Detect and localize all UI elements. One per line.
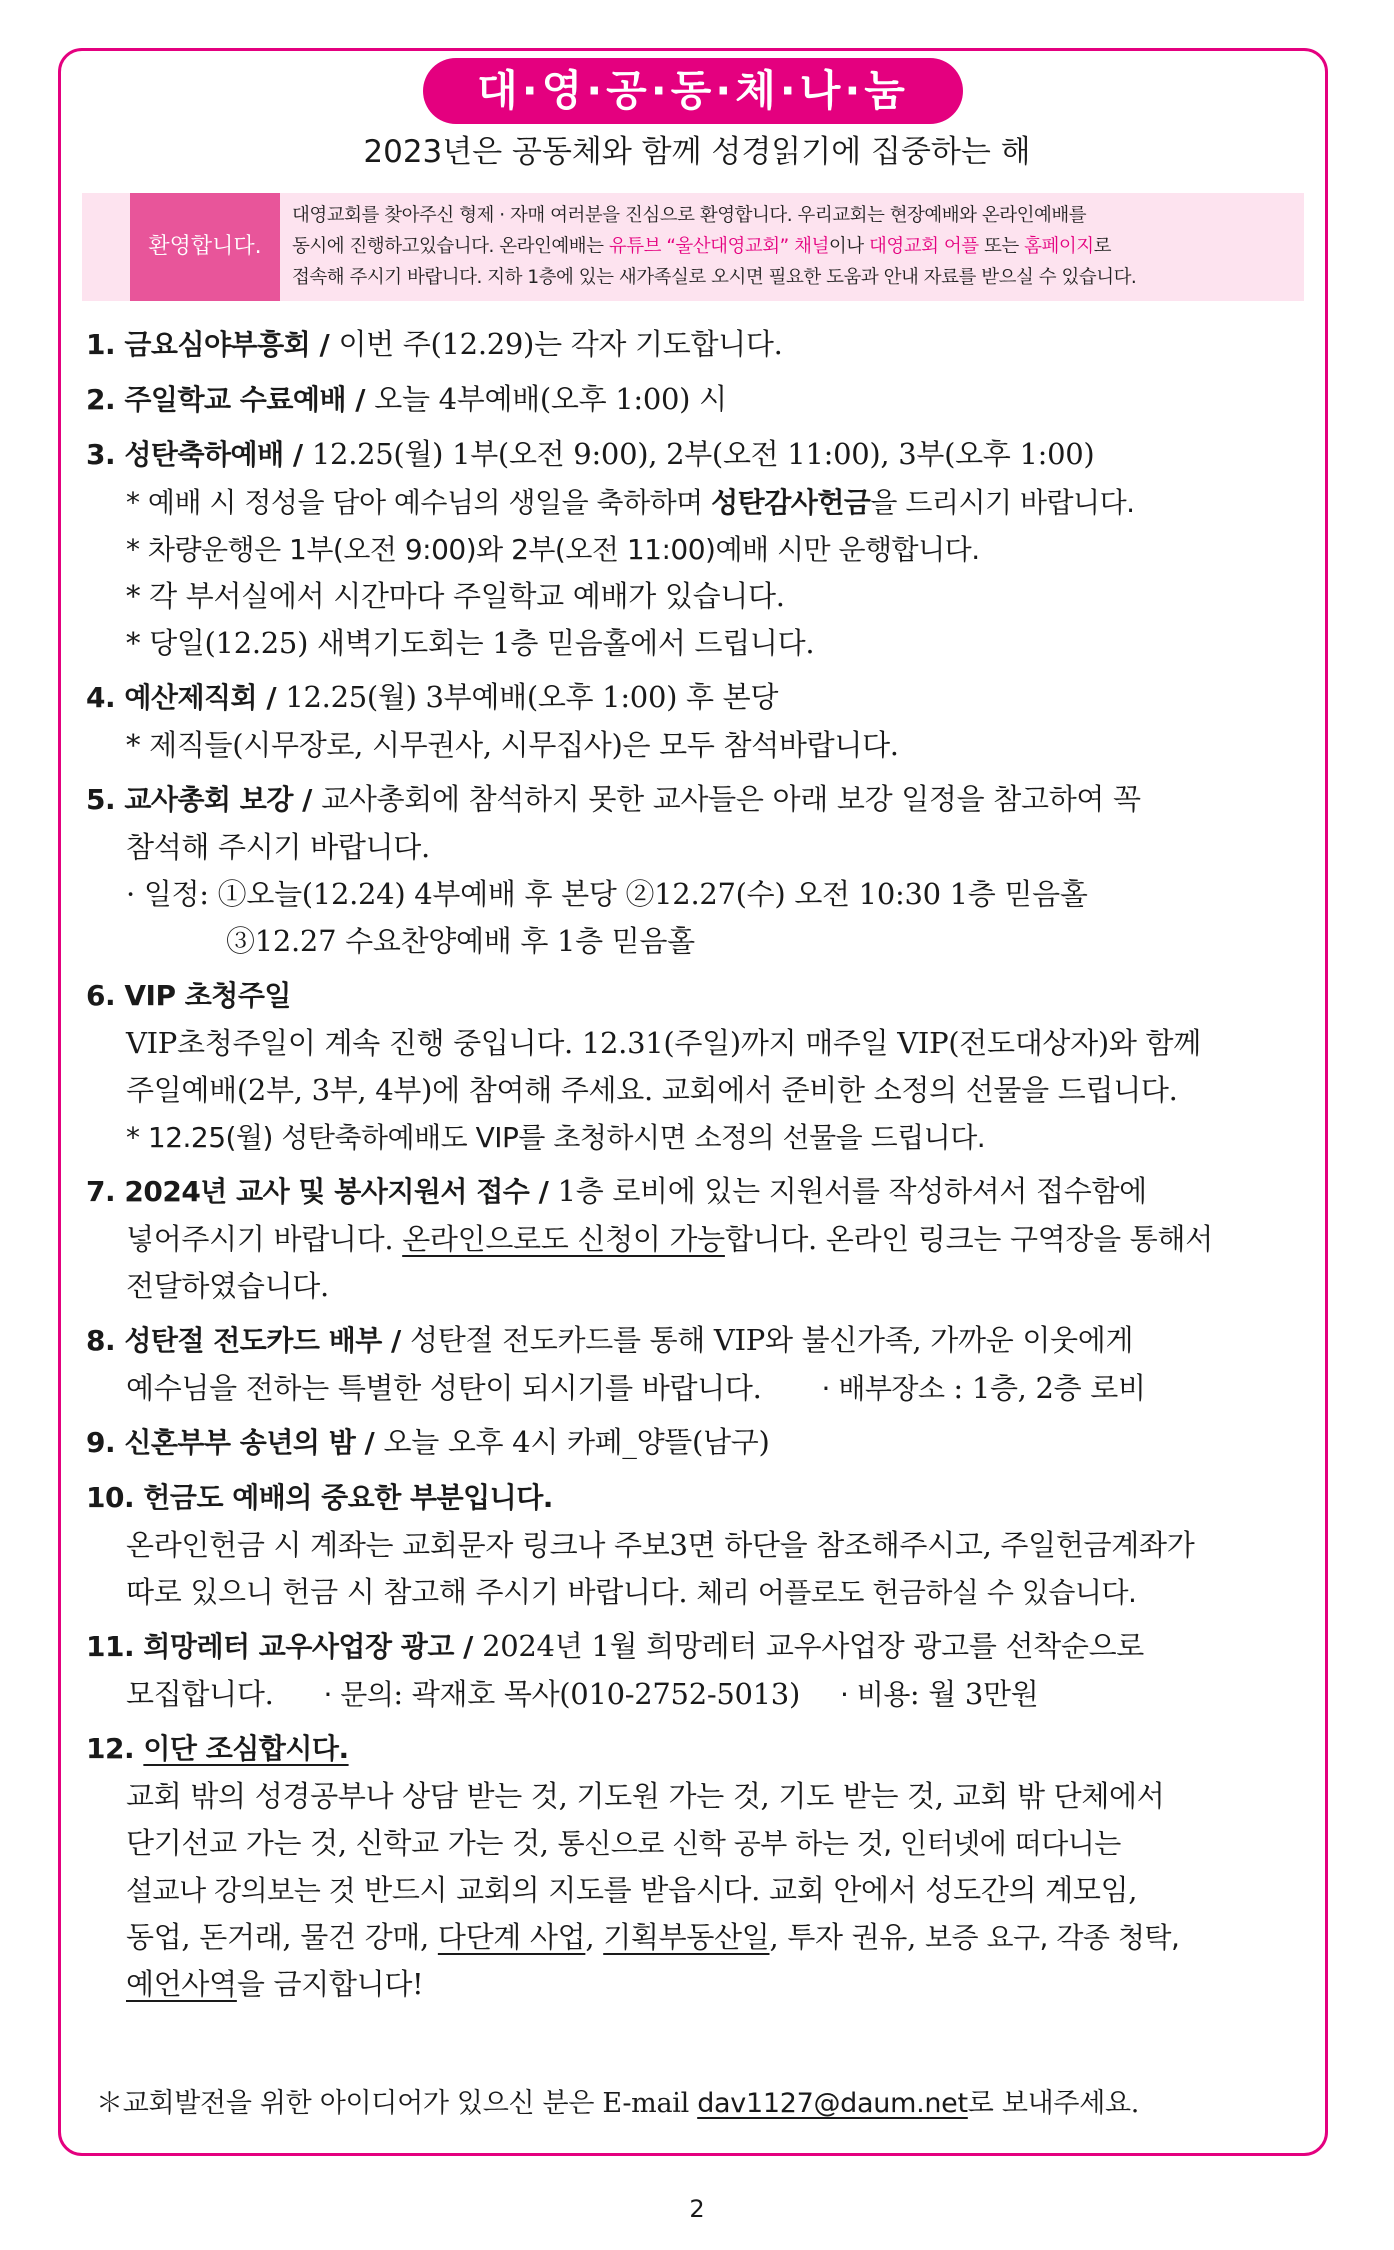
homepage-text: 홈페이지 (1024, 236, 1094, 257)
item-text: 동업, 돈거래, 물건 강매, (126, 1920, 438, 1954)
item-6 (86, 971, 1316, 1020)
separator: / (381, 1324, 411, 1357)
welcome-line-3: 접속해 주시기 바랍니다. 지하 1층에 있는 새가족실로 오시면 필요한 도움과 안내 자료를 받으실 수 있습니다. (292, 267, 1137, 288)
separator: / (355, 1426, 384, 1459)
distribution-place-value: : 1층, 2층 로비 (944, 1371, 1146, 1405)
welcome-line-2 (292, 231, 1298, 262)
item-heading: 8. 성탄절 전도카드 배부 (86, 1324, 382, 1357)
item-body: 1층 로비에 있는 지원서를 작성하셔서 접수함에 (557, 1174, 1147, 1208)
item-8 (86, 1316, 1316, 1365)
item-2 (86, 375, 1316, 424)
item-heading: 7. 2024년 교사 및 봉사지원서 접수 (86, 1175, 530, 1208)
item-text: 을 금지합니다! (236, 1967, 424, 2001)
welcome-label: 환영합니다. (130, 193, 280, 301)
item-9 (86, 1418, 1316, 1467)
item-text: 단기선교 가는 것, 신학교 가는 것, (126, 1826, 558, 1860)
cherry-app-text: 체리 어플로도 헌금하실 수 있습니다. (696, 1576, 1137, 1609)
item-12-line-2 (86, 1820, 1316, 1867)
welcome-text-part: 또는 (978, 236, 1025, 257)
item-text: 모집합니다. (126, 1677, 274, 1711)
item-6-line-3: * 12.25(월) 성탄축하예배도 VIP를 초청하시면 소정의 선물을 드립니다. (126, 1121, 986, 1154)
item-5-body-2: 참석해 주시기 바랍니다. (126, 830, 430, 864)
item-heading: 11. 희망레터 교우사업장 광고 (86, 1630, 454, 1663)
emphasis-text: 설교나 강의보는 것 (126, 1874, 356, 1907)
item-heading: 9. 신혼부부 송년의 밤 (86, 1426, 356, 1459)
item-10-line-2 (86, 1569, 1316, 1616)
multilevel-business-text: 다단계 사업 (437, 1920, 586, 1954)
item-text: , 투자 권유, (769, 1920, 925, 1954)
item-heading: 10. 헌금도 예배의 중요한 부분입니다. (86, 1481, 553, 1514)
online-application-text: 온라인으로도 신청이 가능 (402, 1222, 725, 1256)
welcome-text-part: 동시에 진행하고있습니다. 온라인예배는 (292, 236, 609, 257)
separator: / (529, 1175, 558, 1208)
item-1 (86, 320, 1316, 369)
footer-note (96, 2082, 1316, 2126)
item-4-note-1: * 제직들(시무장로, 시무권사, 시무집사)은 모두 참석바랍니다. (126, 728, 899, 762)
item-10-line-1: 온라인헌금 시 계좌는 교회문자 링크나 주보3면 하단을 참조해주시고, 주일헌금계좌가 (126, 1528, 1195, 1562)
item-heading: 1. 금요심야부흥회 (86, 328, 311, 361)
separator: / (346, 383, 375, 416)
announcement-list (86, 320, 1316, 2008)
distribution-place-label: · 배부장소 (821, 1372, 945, 1405)
note-text: * 예배 시 정성을 담아 예수님의 생일을 축하하며 (126, 486, 712, 519)
item-5 (86, 775, 1316, 824)
item-text: , (585, 1920, 604, 1954)
youtube-channel-text: 유튜브 “울산대영교회” 채널 (608, 236, 829, 257)
prophecy-ministry-text: 예언사역 (126, 1967, 237, 2001)
item-5-schedule-2: ③12.27 수요찬양예배 후 1층 믿음홀 (226, 924, 695, 958)
item-6-line-2: 주일예배(2부, 3부, 4부)에 참여해 주세요. 교회에서 준비한 소정의 선물을 드립니다. (126, 1073, 1178, 1107)
thanksgiving-offering-text: 성탄감사헌금 (711, 486, 871, 519)
welcome-box (82, 193, 1304, 301)
footer-text: 로 보내주세요. (967, 2088, 1140, 2119)
item-11 (86, 1622, 1316, 1671)
item-7-line-2 (86, 1216, 1316, 1263)
welcome-text-part: 로 (1093, 236, 1111, 257)
item-text: 따로 있으니 헌금 시 참고해 주시기 바랍니다. (126, 1575, 697, 1609)
real-estate-text: 기획부동산일 (603, 1920, 770, 1954)
item-7 (86, 1167, 1316, 1216)
item-body: 오늘 오후 4시 카페_양뜰(남구) (383, 1425, 770, 1459)
item-4 (86, 673, 1316, 722)
separator: / (283, 438, 312, 471)
separator: / (453, 1630, 483, 1663)
item-heading: 2. 주일학교 수료예배 (86, 383, 347, 416)
item-body: 교사총회에 참석하지 못한 교사들은 아래 보강 일정을 참고하여 꼭 (321, 782, 1141, 816)
item-8-line-2 (86, 1365, 1316, 1412)
item-number: 12. (86, 1732, 144, 1765)
item-5-schedule-1: · 일정: ①오늘(12.24) 4부예배 후 본당 ②12.27(수) 오전 10:30 1층 믿음홀 (126, 877, 1088, 911)
page-title: 대·영·공·동·체·나·눔 (423, 58, 963, 124)
item-3-note-4: * 당일(12.25) 새벽기도회는 1층 믿음홀에서 드립니다. (126, 626, 815, 660)
page-number: 2 (689, 2195, 705, 2223)
inquiry-value: : 곽재호 목사(010-2752-5013) (393, 1677, 800, 1711)
cost-label: · 비용 (839, 1678, 910, 1711)
item-3 (86, 430, 1316, 479)
emphasis-text: 보증 요구, 각종 청탁, (924, 1921, 1180, 1954)
item-12-line-4 (86, 1914, 1316, 1961)
item-body: 12.25(월) 1부(오전 9:00), 2부(오전 11:00), 3부(오후 1:00) (311, 437, 1095, 471)
note-text: 을 드리시기 바랍니다. (870, 486, 1135, 519)
item-body: 2024년 1월 희망레터 교우사업장 광고를 선착순으로 (482, 1629, 1145, 1663)
separator: / (310, 328, 339, 361)
welcome-text (292, 200, 1298, 293)
item-heading: 3. 성탄축하예배 (86, 438, 284, 471)
welcome-text-part: 이나 (828, 236, 869, 257)
item-6-line-1: VIP초청주일이 계속 진행 중입니다. 12.31(주일)까지 매주일 VIP(전도대상자)와 함께 (126, 1026, 1201, 1060)
inquiry-label: · 문의 (323, 1678, 394, 1711)
item-11-line-2 (86, 1671, 1316, 1718)
item-10 (86, 1473, 1316, 1522)
separator: / (257, 681, 286, 714)
item-heading: 이단 조심합시다. (143, 1732, 349, 1765)
item-text: 반드시 교회의 지도를 받읍시다. 교회 안에서 성도간의 계모임, (355, 1873, 1138, 1907)
separator: / (292, 783, 322, 816)
item-body: 이번 주(12.29)는 각자 기도합니다. (338, 327, 783, 361)
footer-text: ＊교회발전을 위한 아이디어가 있으신 분은 E-mail (96, 2088, 698, 2119)
item-3-note-2: * 차량운행은 1부(오전 9:00)와 2부(오전 11:00)예배 시만 운행합니다. (126, 533, 980, 566)
item-text: 넣어주시기 바랍니다. (126, 1222, 403, 1256)
app-text: 대영교회 어플 (868, 236, 979, 257)
item-text: 합니다. 온라인 링크는 구역장을 통해서 (724, 1222, 1213, 1256)
page-subtitle: 2023년은 공동체와 함께 성경읽기에 집중하는 해 (363, 134, 1031, 170)
item-7-line-3: 전달하였습니다. (126, 1269, 329, 1303)
item-12-line-1: 교회 밖의 성경공부나 상담 받는 것, 기도원 가는 것, 기도 받는 것, 교회 밖 단체에서 (126, 1779, 1165, 1813)
item-heading: 4. 예산제직회 (86, 681, 258, 714)
item-3-note-3: * 각 부서실에서 시간마다 주일학교 예배가 있습니다. (126, 579, 785, 613)
item-12-line-5 (86, 1961, 1316, 2008)
item-body: 오늘 4부예배(오후 1:00) 시 (374, 382, 727, 416)
item-3-note-1 (86, 479, 1316, 526)
item-12 (86, 1724, 1316, 1773)
emphasis-text: 통신으로 신학 공부 하는 것, 인터넷에 떠다니는 (557, 1827, 1121, 1860)
item-heading: 5. 교사총회 보강 (86, 783, 293, 816)
cost-value: : 월 3만원 (909, 1677, 1039, 1711)
item-body: 12.25(월) 3부예배(오후 1:00) 후 본당 (285, 680, 779, 714)
welcome-line-1: 대영교회를 찾아주신 형제 · 자매 여러분을 진심으로 환영합니다. 우리교회는 현장예배와 온라인예배를 (292, 205, 1087, 226)
email-link[interactable]: dav1127@daum.net (697, 2088, 968, 2119)
item-heading: 6. VIP 초청주일 (86, 979, 291, 1012)
item-text: 예수님을 전하는 특별한 성탄이 되시기를 바랍니다. (126, 1371, 762, 1405)
item-body: 성탄절 전도카드를 통해 VIP와 불신가족, 가까운 이웃에게 (410, 1323, 1134, 1357)
item-12-line-3 (86, 1867, 1316, 1914)
